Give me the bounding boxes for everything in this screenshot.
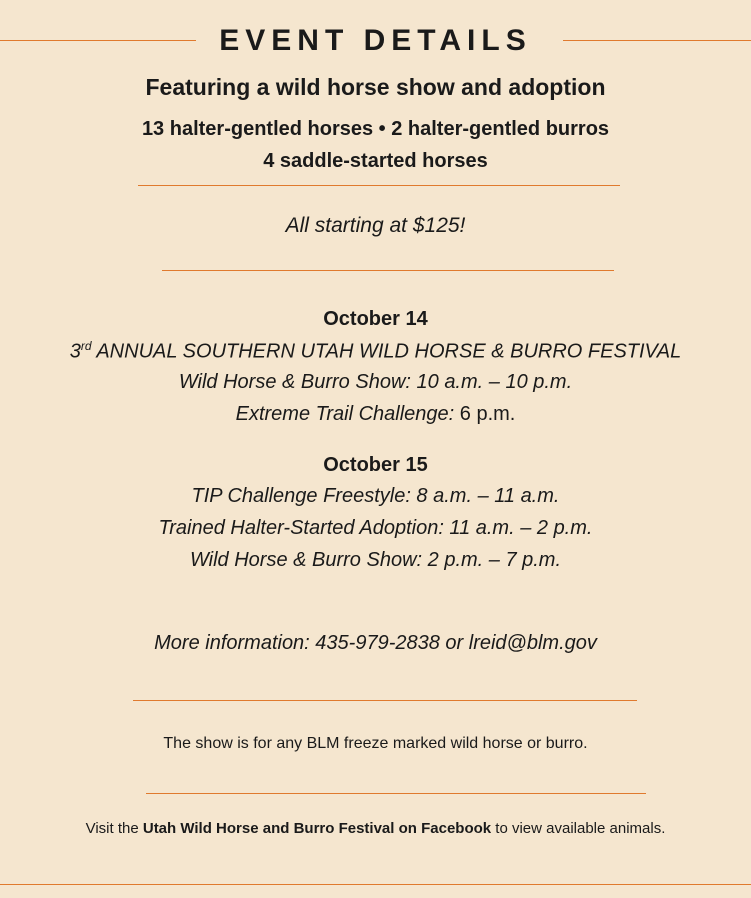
schedule-item-time: 11 a.m. – 2 p.m.	[443, 517, 593, 539]
schedule-item	[0, 549, 751, 572]
title-rule-right	[563, 40, 751, 41]
divider	[146, 793, 646, 794]
tagline: Featuring a wild horse show and adoption	[145, 74, 606, 100]
schedule-item	[0, 517, 751, 540]
schedule-item-time: 10 a.m. – 10 p.m.	[410, 371, 573, 393]
contact-info: More information: 435-979-2838 or lreid@blm.gov	[154, 632, 597, 654]
counts-line-1: 13 halter-gentled horses • 2 halter-gentled burros	[141, 118, 610, 140]
bottom-rule	[0, 884, 751, 885]
festival-ordinal-suffix: rd	[80, 339, 92, 353]
schedule-item-name: TIP Challenge Freestyle:	[191, 485, 411, 507]
schedule-item-name: Wild Horse & Burro Show:	[189, 549, 423, 571]
facebook-page-name: Utah Wild Horse and Burro Festival on Facebook	[142, 820, 492, 837]
freeze-note: The show is for any BLM freeze marked wild horse or burro.	[163, 735, 588, 752]
schedule-item-name: Wild Horse & Burro Show:	[178, 371, 411, 393]
schedule-item-time: 8 a.m. – 11 a.m.	[410, 485, 560, 507]
schedule-item-name: Trained Halter-Started Adoption:	[158, 517, 444, 539]
date-heading-oct-14: October 14	[323, 308, 428, 330]
festival-ordinal: 3	[69, 340, 81, 363]
divider	[138, 185, 620, 186]
price-text: All starting at $125!	[285, 214, 466, 237]
festival-name	[0, 339, 751, 364]
schedule-item-time: 2 p.m. – 7 p.m.	[422, 549, 562, 571]
title-section	[0, 18, 751, 62]
divider	[162, 270, 614, 271]
counts-line-2: 4 saddle-started horses	[263, 150, 488, 172]
facebook-note-suffix: to view available animals.	[491, 820, 666, 837]
schedule-item-time: 6 p.m.	[454, 403, 516, 425]
schedule-item-name: Extreme Trail Challenge:	[235, 403, 455, 425]
date-heading-oct-15: October 15	[323, 454, 428, 476]
divider	[133, 700, 637, 701]
festival-title: ANNUAL SOUTHERN UTAH WILD HORSE & BURRO FESTIVAL	[91, 340, 682, 363]
schedule-item	[0, 403, 751, 426]
page-title: EVENT DETAILS	[219, 24, 532, 57]
schedule-item	[0, 371, 751, 394]
facebook-note-prefix: Visit the	[85, 820, 143, 837]
schedule-item	[0, 485, 751, 508]
facebook-note	[0, 820, 751, 837]
